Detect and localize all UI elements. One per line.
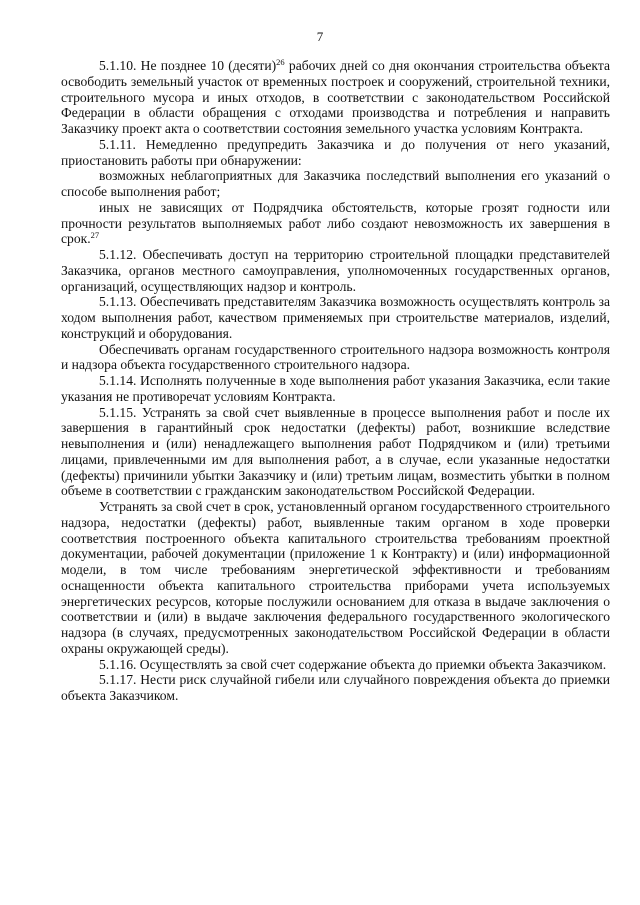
paragraph-5-1-16: 5.1.16. Осуществлять за свой счет содержание объекта до приемки объекта Заказчиком. — [99, 656, 607, 672]
paragraph-5-1-15: 5.1.15. Устранять за свой счет выявленные в процессе выполнения работ и после их завершения в гарантийный срок недостатки (дефекты) работ, возникшие вследствие невыполнения и (или) ненадлежащего выполнения работ Подрядчиком и (или) третьими лицами, привлеченными им для выполнения работ, а в случае, если указанные недостатки (дефекты) причинили убытки Заказчику и (или) третьим лицам, возместить убытки в полном объеме в соответствии с гражданским законодательством Российской Федерации. — [61, 404, 610, 499]
paragraph-5-1-11-item-1: возможных неблагоприятных для Заказчика последствий выполнения его указаний о способе выполнения работ; — [61, 168, 610, 199]
paragraph-5-1-11-item-2: иных не зависящих от Подрядчика обстоятельств, которые грозят годности или прочности результатов выполняемых работ либо создают невозможность их завершения в срок.$^{27}$ — [61, 199, 610, 247]
paragraph-5-1-11: 5.1.11. Немедленно предупредить Заказчика и до получения от него указаний, приостановить работы при обнаружении: — [61, 136, 610, 168]
page-number: 7 — [316, 29, 324, 44]
paragraph-5-1-10: 5.1.10. Не позднее 10 (десяти)$^{26}$ рабочих дней со дня окончания строительства объекта освободить земельный участок от временных построек и сооружений, строительной техники, строительного мусора и иных отходов, в соответствии с законодательством Российской Федерации в области обращения с отходами производства и потребления и направить Заказчику проект акта о соответствии состояния земельного участка условиям Контракта. — [61, 57, 610, 136]
paragraph-5-1-12: 5.1.12. Обеспечивать доступ на территорию строительной площадки представителей Заказчика, органов местного самоуправления, уполномоченных государственных органов, организаций, осуществляющих надзор и контроль. — [61, 247, 610, 294]
paragraph-5-1-14: 5.1.14. Исполнять полученные в ходе выполнения работ указания Заказчика, если такие указания не противоречат условиям Контракта. — [61, 373, 610, 404]
paragraph-5-1-15-extra: Устранять за свой счет в срок, установленный органом государственного строительного надзора, недостатки (дефекты) работ, выявленные таким органом в ходе проверки соответствия построенного объекта капитального строительства требованиям проектной документации, рабочей документации (приложение 1 к Контракту) и (или) информационной модели, в том числе требованиям энергетической эффективности и требованиям оснащенности объекта капитального строительства приборами учета используемых энергетических ресурсов, которые послужили основанием для отказа в выдаче заключения о соответствии и (или) в выдаче заключения федерального государственного экологического надзора (в случаях, предусмотренных законодательством Российской Федерации в области охраны окружающей среды). — [61, 499, 610, 656]
document-body — [61, 58, 610, 704]
footnote-ref-27: 27 — [90, 230, 100, 241]
paragraph-5-1-17: 5.1.17. Нести риск случайной гибели или случайного повреждения объекта до приемки объекта Заказчиком. — [61, 672, 610, 703]
paragraph-5-1-13-extra: Обеспечивать органам государственного строительного надзора возможность контроля и надзора объекта государственного строительного надзора. — [61, 341, 610, 373]
footnote-ref-26: 26 — [276, 57, 285, 67]
paragraph-5-1-13: 5.1.13. Обеспечивать представителям Заказчика возможность осуществлять контроль за ходом выполнения работ, качеством применяемых при строительстве материалов, изделий, конструкций и оборудования. — [61, 294, 610, 341]
